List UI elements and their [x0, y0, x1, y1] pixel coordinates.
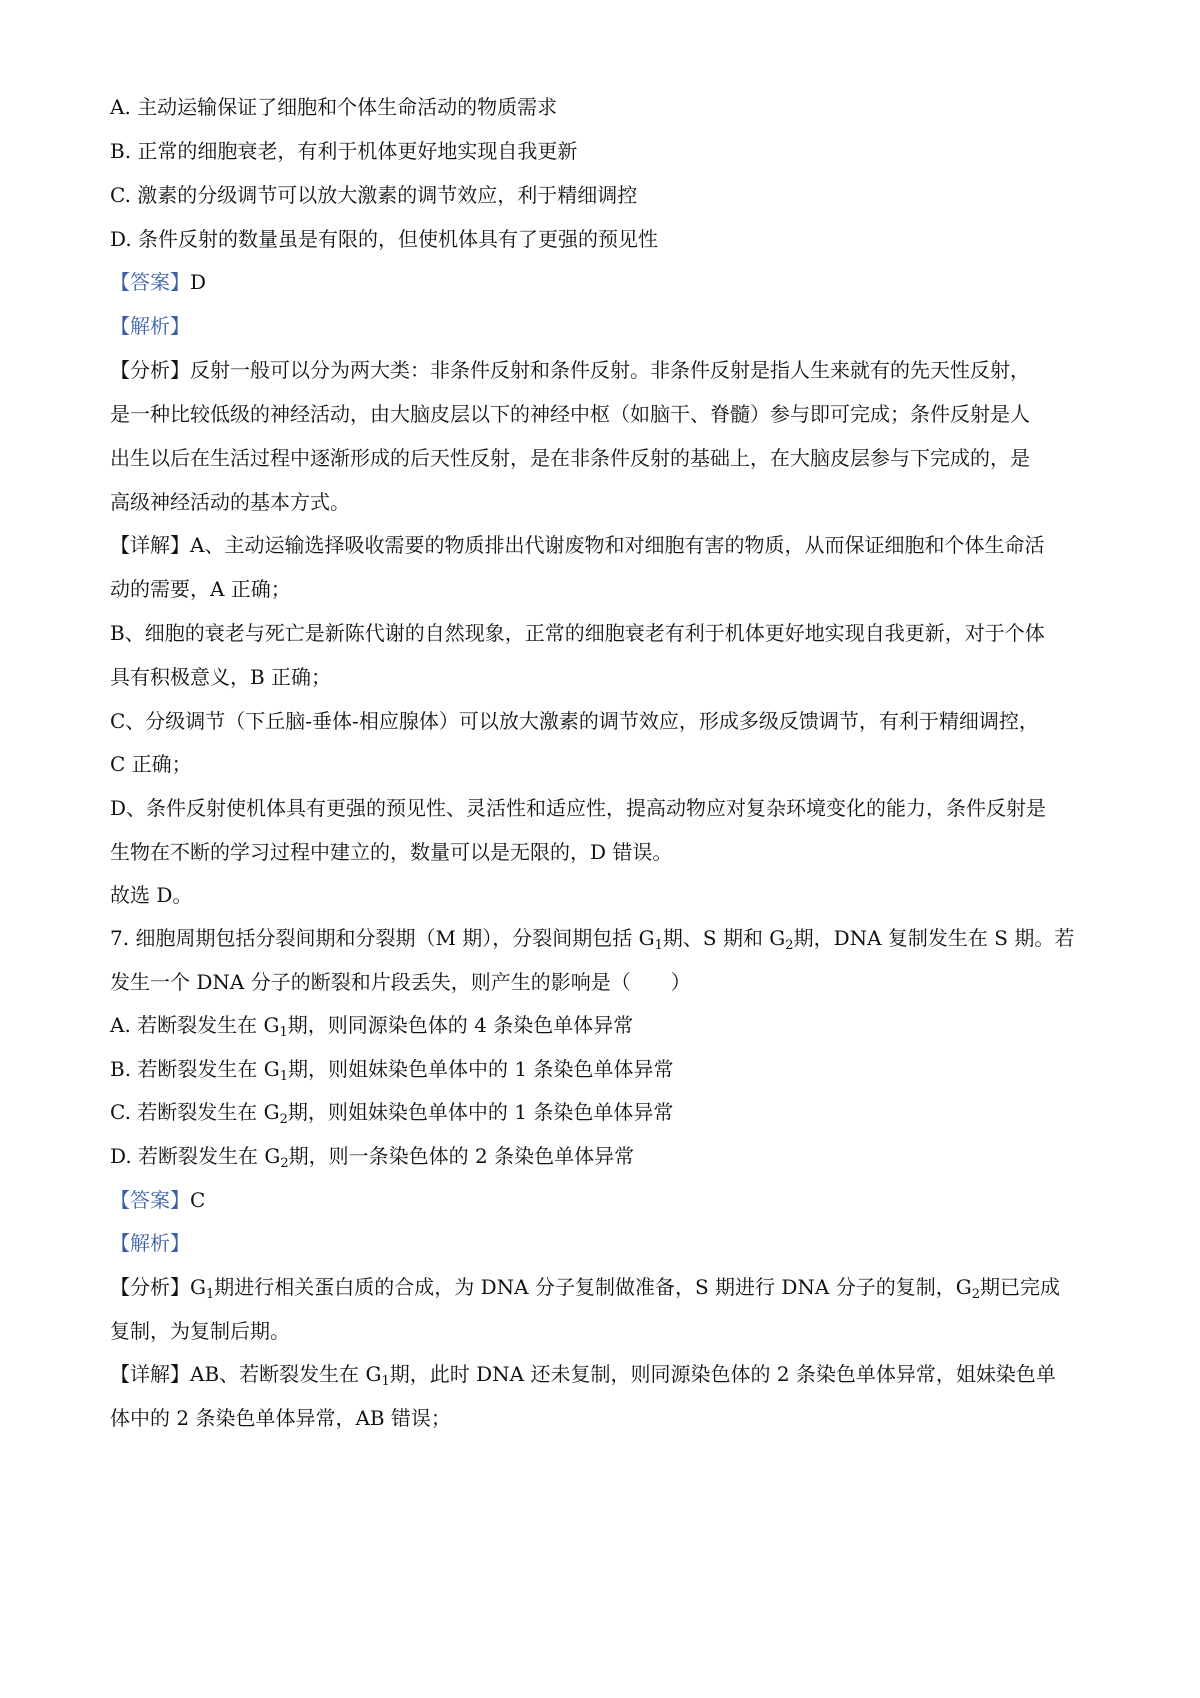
xiangjie-text: 期，此时 DNA 还未复制，则同源染色体的 2 条染色单体异常，姐妹染色单 — [389, 1362, 1056, 1386]
subscript: 1 — [279, 1069, 289, 1084]
q6-option-a: A. 主动运输保证了细胞和个体生命活动的物质需求 — [110, 95, 558, 119]
subscript: 2 — [280, 1156, 289, 1171]
q6-xiangjie-line-2: 动的需要，A 正确； — [110, 577, 291, 601]
xiangjie-tag: 【详解】 — [110, 1362, 190, 1386]
answer-tag: 【答案】 — [110, 1188, 190, 1212]
q6-option-b: B. 正常的细胞衰老，有利于机体更好地实现自我更新 — [110, 139, 578, 163]
q6-xiangjie-line-7: D、条件反射使机体具有更强的预见性、灵活性和适应性，提高动物应对复杂环境变化的能力，条件反射是 — [110, 796, 1047, 820]
q7-stem-text: 期、S 期和 G — [662, 926, 786, 950]
q6-option-c: C. 激素的分级调节可以放大激素的调节效应，利于精细调控 — [110, 183, 638, 207]
subscript: 1 — [279, 1025, 288, 1040]
q7-option-d — [110, 1144, 1100, 1171]
option-text: 期，则同源染色体的 4 条染色单体异常 — [287, 1013, 634, 1037]
option-text: 期，则姐妹染色单体中的 1 条染色单体异常 — [287, 1100, 674, 1124]
subscript: 1 — [654, 938, 663, 953]
q7-fenxi-line-2: 复制，为复制后期。 — [110, 1319, 290, 1343]
q7-option-a — [110, 1013, 1100, 1040]
subscript: 2 — [971, 1287, 980, 1302]
q6-fenxi-line-2: 是一种比较低级的神经活动，由大脑皮层以下的神经中枢（如脑干、脊髓）参与即可完成；条件反射是人 — [110, 402, 1030, 426]
subscript: 2 — [279, 1112, 288, 1127]
fenxi-text: 期进行相关蛋白质的合成，为 DNA 分子复制做准备，S 期进行 DNA 分子的复制，G — [214, 1275, 972, 1299]
xiangjie-tag: 【详解】 — [110, 533, 190, 557]
q6-answer — [110, 270, 1100, 294]
q6-xiangjie-line-8: 生物在不断的学习过程中建立的，数量可以是无限的，D 错误。 — [110, 840, 673, 864]
q7-fenxi-line-1 — [110, 1275, 1100, 1302]
fenxi-text: G — [190, 1275, 206, 1299]
subscript: 2 — [785, 938, 794, 953]
q6-option-d: D. 条件反射的数量虽是有限的，但使机体具有了更强的预见性 — [110, 227, 659, 251]
q7-xiangjie-line-2: 体中的 2 条染色单体异常，AB 错误； — [110, 1406, 451, 1430]
q6-analysis-tag: 【解析】 — [110, 314, 190, 338]
q6-fenxi-line-4: 高级神经活动的基本方式。 — [110, 490, 350, 514]
q7-option-b — [110, 1057, 1100, 1084]
option-text: B. 若断裂发生在 G — [110, 1057, 280, 1081]
fenxi-text: 期已完成 — [979, 1275, 1060, 1299]
option-text: D. 若断裂发生在 G — [110, 1144, 281, 1168]
answer-tag: 【答案】 — [110, 270, 190, 294]
fenxi-tag: 【分析】 — [110, 358, 190, 382]
option-text: 期，则姐妹染色单体中的 1 条染色单体异常 — [288, 1057, 674, 1081]
q7-analysis-tag: 【解析】 — [110, 1231, 190, 1255]
xiangjie-text: A、主动运输选择吸收需要的物质排出代谢废物和对细胞有害的物质，从而保证细胞和个体生命活 — [190, 533, 1045, 557]
fenxi-tag: 【分析】 — [110, 1275, 190, 1299]
option-text: C. 若断裂发生在 G — [110, 1100, 280, 1124]
q6-fenxi-line-1 — [110, 358, 1100, 382]
q7-stem-line-2: 发生一个 DNA 分子的断裂和片段丢失，则产生的影响是（ ） — [110, 970, 691, 994]
fenxi-text: 反射一般可以分为两大类：非条件反射和条件反射。非条件反射是指人生来就有的先天性反射， — [190, 358, 1030, 382]
q7-xiangjie-line-1 — [110, 1362, 1100, 1389]
option-text: A. 若断裂发生在 G — [110, 1013, 280, 1037]
q7-stem-line-1 — [110, 926, 1100, 953]
answer-value: C — [190, 1188, 206, 1212]
q7-answer — [110, 1188, 1100, 1212]
answer-value: D — [190, 270, 207, 294]
subscript: 1 — [205, 1287, 215, 1302]
q6-xiangjie-line-6: C 正确； — [110, 752, 192, 776]
q6-xiangjie-line-3: B、细胞的衰老与死亡是新陈代谢的自然现象，正常的细胞衰老有利于机体更好地实现自我更新，对于个体 — [110, 621, 1045, 645]
q7-option-c — [110, 1100, 1100, 1127]
xiangjie-text: AB、若断裂发生在 G — [190, 1362, 382, 1386]
q6-fenxi-line-3: 出生以后在生活过程中逐渐形成的后天性反射，是在非条件反射的基础上，在大脑皮层参与下完成的，是 — [110, 446, 1030, 470]
q6-xiangjie-line-4: 具有积极意义，B 正确； — [110, 665, 332, 689]
q6-xiangjie-line-1 — [110, 533, 1100, 557]
q7-stem-text: 7. 细胞周期包括分裂间期和分裂期（M 期），分裂间期包括 G — [110, 926, 655, 950]
q6-conclusion: 故选 D。 — [110, 883, 193, 907]
q7-stem-text: 期，DNA 复制发生在 S 期。若 — [793, 926, 1075, 950]
option-text: 期，则一条染色体的 2 条染色单体异常 — [288, 1144, 635, 1168]
q6-xiangjie-line-5: C、分级调节（下丘脑-垂体-相应腺体）可以放大激素的调节效应，形成多级反馈调节，有利于精细调控， — [110, 709, 1039, 733]
subscript: 1 — [381, 1374, 390, 1389]
